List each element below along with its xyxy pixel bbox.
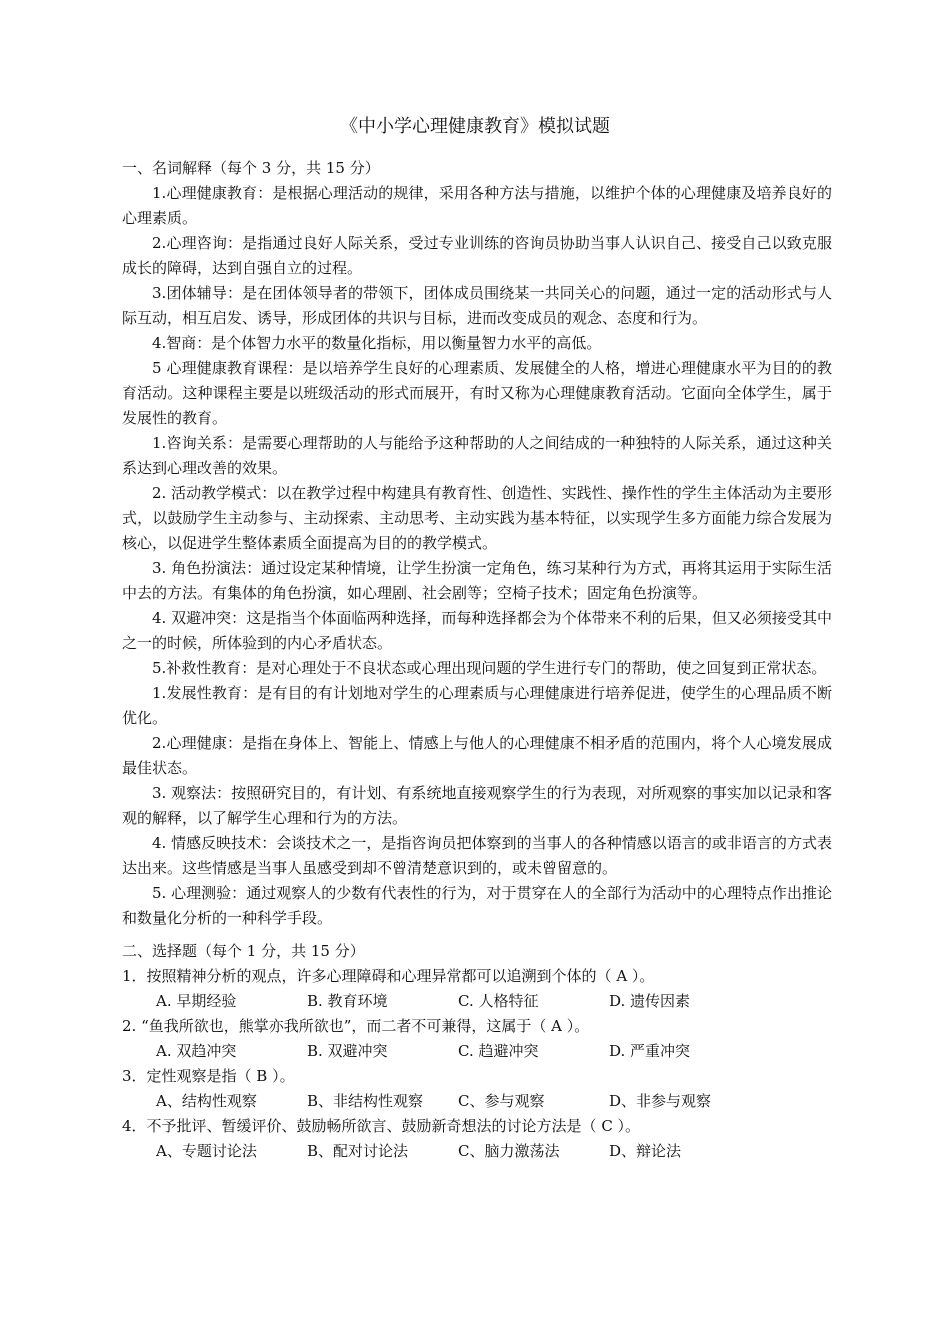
definition-item: 2.心理健康：是指在身体上、智能上、情感上与他人的心理健康不相矛盾的范围内，将个人心境发展成最佳状态。 bbox=[122, 734, 832, 777]
definition-item: 4. 情感反映技术：会谈技术之一，是指咨询员把体察到的当事人的各种情感以语言的或非语言的方式表达出来。这些情感是当事人虽感受到却不曾清楚意识到的，或未曾留意的。 bbox=[122, 834, 832, 877]
question-options bbox=[122, 989, 832, 1014]
definition-item: 4. 双避冲突：这是指当个体面临两种选择，而每种选择都会为个体带来不利的后果，但又必须接受其中之一的时候，所体验到的内心矛盾状态。 bbox=[122, 609, 832, 652]
definition-item: 1.咨询关系：是需要心理帮助的人与能给予这种帮助的人之间结成的一种独特的人际关系，通过这种关系达到心理改善的效果。 bbox=[122, 434, 832, 477]
section-heading-definitions: 一、名词解释（每个 3 分，共 15 分） bbox=[122, 159, 380, 177]
option-b: B. 教育环境 bbox=[307, 992, 388, 1010]
option-a: A、结构性观察 bbox=[156, 1092, 257, 1110]
option-d: D、辩论法 bbox=[609, 1142, 682, 1160]
question-stem: 4．不予批评、暂缓评价、鼓励畅所欲言、鼓励新奇想法的讨论方法是（ C ）。 bbox=[122, 1117, 641, 1135]
option-b: B、非结构性观察 bbox=[307, 1092, 424, 1110]
definition-item: 2.心理咨询：是指通过良好人际关系，受过专业训练的咨询员协助当事人认识自己、接受自己以致克服成长的障碍，达到自强自立的过程。 bbox=[122, 234, 832, 277]
option-b: B、配对讨论法 bbox=[307, 1142, 409, 1160]
definition-item: 5. 心理测验：通过观察人的少数有代表性的行为，对于贯穿在人的全部行为活动中的心理特点作出推论和数量化分析的一种科学手段。 bbox=[122, 884, 832, 927]
question-options bbox=[122, 1139, 832, 1164]
option-c: C、脑力激荡法 bbox=[458, 1142, 560, 1160]
option-d: D. 遗传因素 bbox=[609, 992, 691, 1010]
option-a: A. 双趋冲突 bbox=[156, 1042, 237, 1060]
definition-item: 1.心理健康教育：是根据心理活动的规律，采用各种方法与措施，以维护个体的心理健康及培养良好的心理素质。 bbox=[122, 184, 832, 227]
definition-item: 3.团体辅导：是在团体领导者的带领下，团体成员围绕某一共同关心的问题，通过一定的活动形式与人际互动，相互启发、诱导，形成团体的共识与目标，进而改变成员的观念、态度和行为。 bbox=[122, 284, 832, 327]
definition-item: 4.智商：是个体智力水平的数量化指标，用以衡量智力水平的高低。 bbox=[152, 334, 602, 352]
question-stem: 2. “鱼我所欲也，熊掌亦我所欲也”，而二者不可兼得，这属于（ A ）。 bbox=[122, 1017, 590, 1035]
option-b: B. 双避冲突 bbox=[307, 1042, 388, 1060]
option-d: D、非参与观察 bbox=[609, 1092, 712, 1110]
option-a: A. 早期经验 bbox=[156, 992, 237, 1010]
option-a: A、专题讨论法 bbox=[156, 1142, 257, 1160]
option-d: D. 严重冲突 bbox=[609, 1042, 691, 1060]
document-body bbox=[122, 156, 832, 1164]
option-c: C、参与观察 bbox=[458, 1092, 545, 1110]
definition-item: 3. 观察法：按照研究目的，有计划、有系统地直接观察学生的行为表现，对所观察的事实加以记录和客观的解释，以了解学生心理和行为的方法。 bbox=[122, 784, 832, 827]
question-options bbox=[122, 1089, 832, 1114]
definition-item: 2. 活动教学模式：以在教学过程中构建具有教育性、创造性、实践性、操作性的学生主体活动为主要形式，以鼓励学生主动参与、主动探索、主动思考、主动实践为基本特征，以实现学生多方面能力综合发展为核心，以促进学生整体素质全面提高为目的的教学模式。 bbox=[122, 484, 832, 552]
definition-item: 1.发展性教育：是有目的有计划地对学生的心理素质与心理健康进行培养促进，使学生的心理品质不断优化。 bbox=[122, 684, 832, 727]
option-c: C. 趋避冲突 bbox=[458, 1042, 539, 1060]
section-heading-choices: 二、选择题（每个 1 分，共 15 分） bbox=[122, 942, 365, 960]
option-c: C. 人格特征 bbox=[458, 992, 539, 1010]
question-options bbox=[122, 1039, 832, 1064]
question-stem: 1．按照精神分析的观点，许多心理障碍和心理异常都可以追溯到个体的（ A ）。 bbox=[122, 967, 655, 985]
definition-item: 5.补救性教育：是对心理处于不良状态或心理出现问题的学生进行专门的帮助，使之回复到正常状态。 bbox=[152, 659, 827, 677]
definition-item: 5 心理健康教育课程：是以培养学生良好的心理素质、发展健全的人格，增进心理健康水平为目的的教育活动。这种课程主要是以班级活动的形式而展开，有时又称为心理健康教育活动。它面向全体学生，属于发展性的教育。 bbox=[122, 359, 832, 427]
definition-item: 3. 角色扮演法：通过设定某种情境，让学生扮演一定角色，练习某种行为方式，再将其运用于实际生活中去的方法。有集体的角色扮演，如心理剧、社会剧等；空椅子技术；固定角色扮演等。 bbox=[122, 559, 832, 602]
question-stem: 3．定性观察是指（ B ）。 bbox=[122, 1067, 295, 1085]
document-title: 《中小学心理健康教育》模拟试题 bbox=[340, 116, 610, 137]
